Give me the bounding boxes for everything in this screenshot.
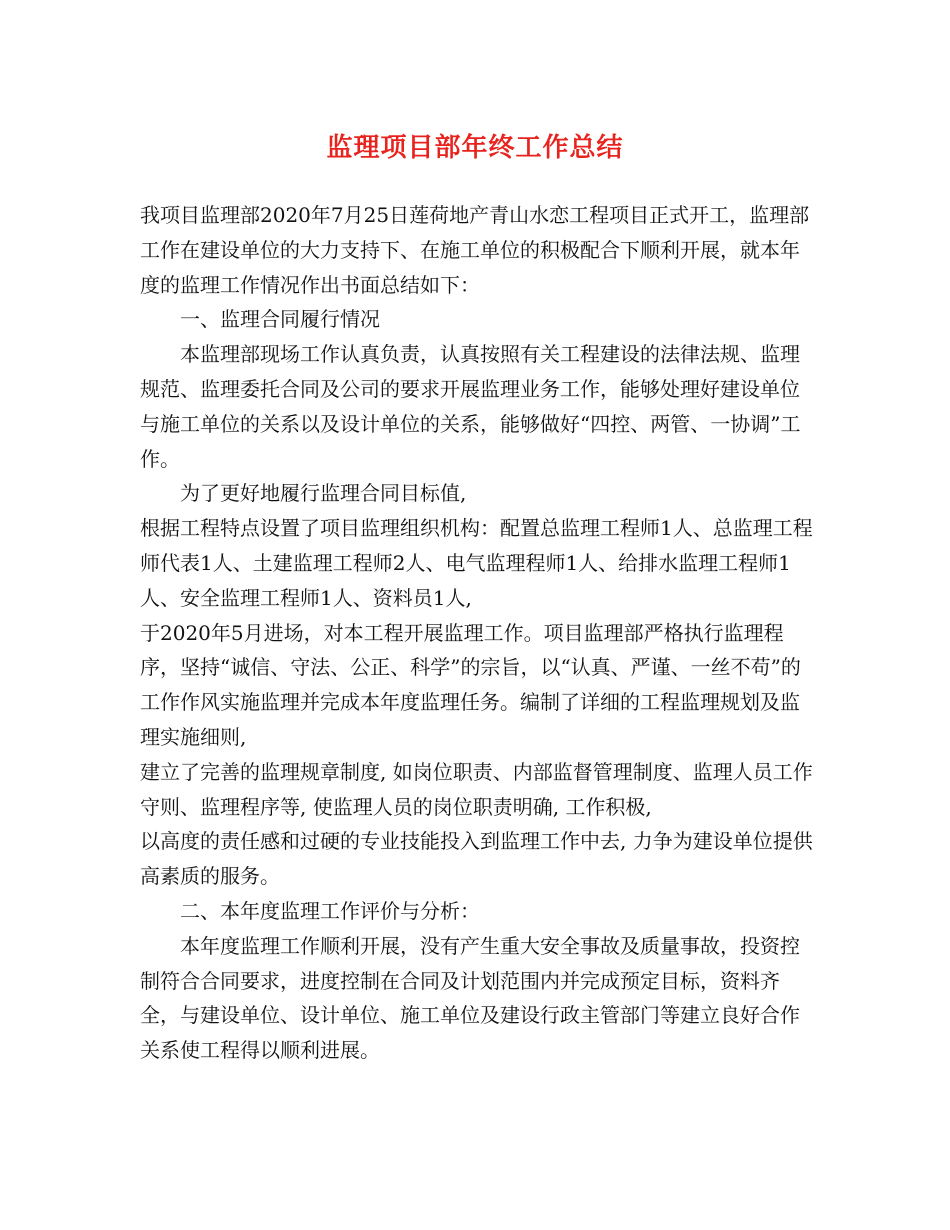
paragraph-rules: 建立了完善的监理规章制度, 如岗位职责、内部监督管理制度、监理人员工作守则、监理程序等, 使监理人员的岗位职责明确, 工作积极, xyxy=(140,759,813,819)
paragraph-organization: 根据工程特点设置了项目监理组织机构：配置总监理工程师1人、总监理工程师代表1人、土建监理工程师2人、电气监理程师1人、给排水监理工程师1人、安全监理工程师1人、资料员1人, xyxy=(140,516,813,610)
section-heading-1: 一、监理合同履行情况 xyxy=(180,307,380,332)
section-heading-2: 二、本年度监理工作评价与分析： xyxy=(180,898,480,923)
document-title: 监理项目部年终工作总结 xyxy=(326,133,624,163)
paragraph-target-intro: 为了更好地履行监理合同目标值, xyxy=(180,481,467,506)
intro-paragraph: 我项目监理部2020年7月25日莲荷地产青山水恋工程项目正式开工，监理部工作在建设单位的大力支持下、在施工单位的积极配合下顺利开展，就本年度的监理工作情况作出书面总结如下： xyxy=(140,203,810,297)
paragraph-service: 以高度的责任感和过硬的专业技能投入到监理工作中去, 力争为建设单位提供高素质的服务。 xyxy=(140,829,813,889)
paragraph-contract-performance: 本监理部现场工作认真负责，认真按照有关工程建设的法律法规、监理规范、监理委托合同及公司的要求开展监理业务工作，能够处理好建设单位与施工单位的关系以及设计单位的关系，能够做好“四控、两管、一协调”工作。 xyxy=(140,342,801,471)
document-body xyxy=(140,198,816,1068)
paragraph-evaluation: 本年度监理工作顺利开展，没有产生重大安全事故及质量事故，投资控制符合合同要求，进度控制在合同及计划范围内并完成预定目标，资料齐全，与建设单位、设计单位、施工单位及建设行政主管部门等建立良好合作关系使工程得以顺利进展。 xyxy=(140,933,800,1063)
paragraph-entry: 于2020年5月进场，对本工程开展监理工作。项目监理部严格执行监理程序，坚持“诚信、守法、公正、科学”的宗旨，以“认真、严谨、一丝不苟”的工作作风实施监理并完成本年度监理任务。编制了详细的工程监理规划及监理实施细则, xyxy=(140,620,801,749)
